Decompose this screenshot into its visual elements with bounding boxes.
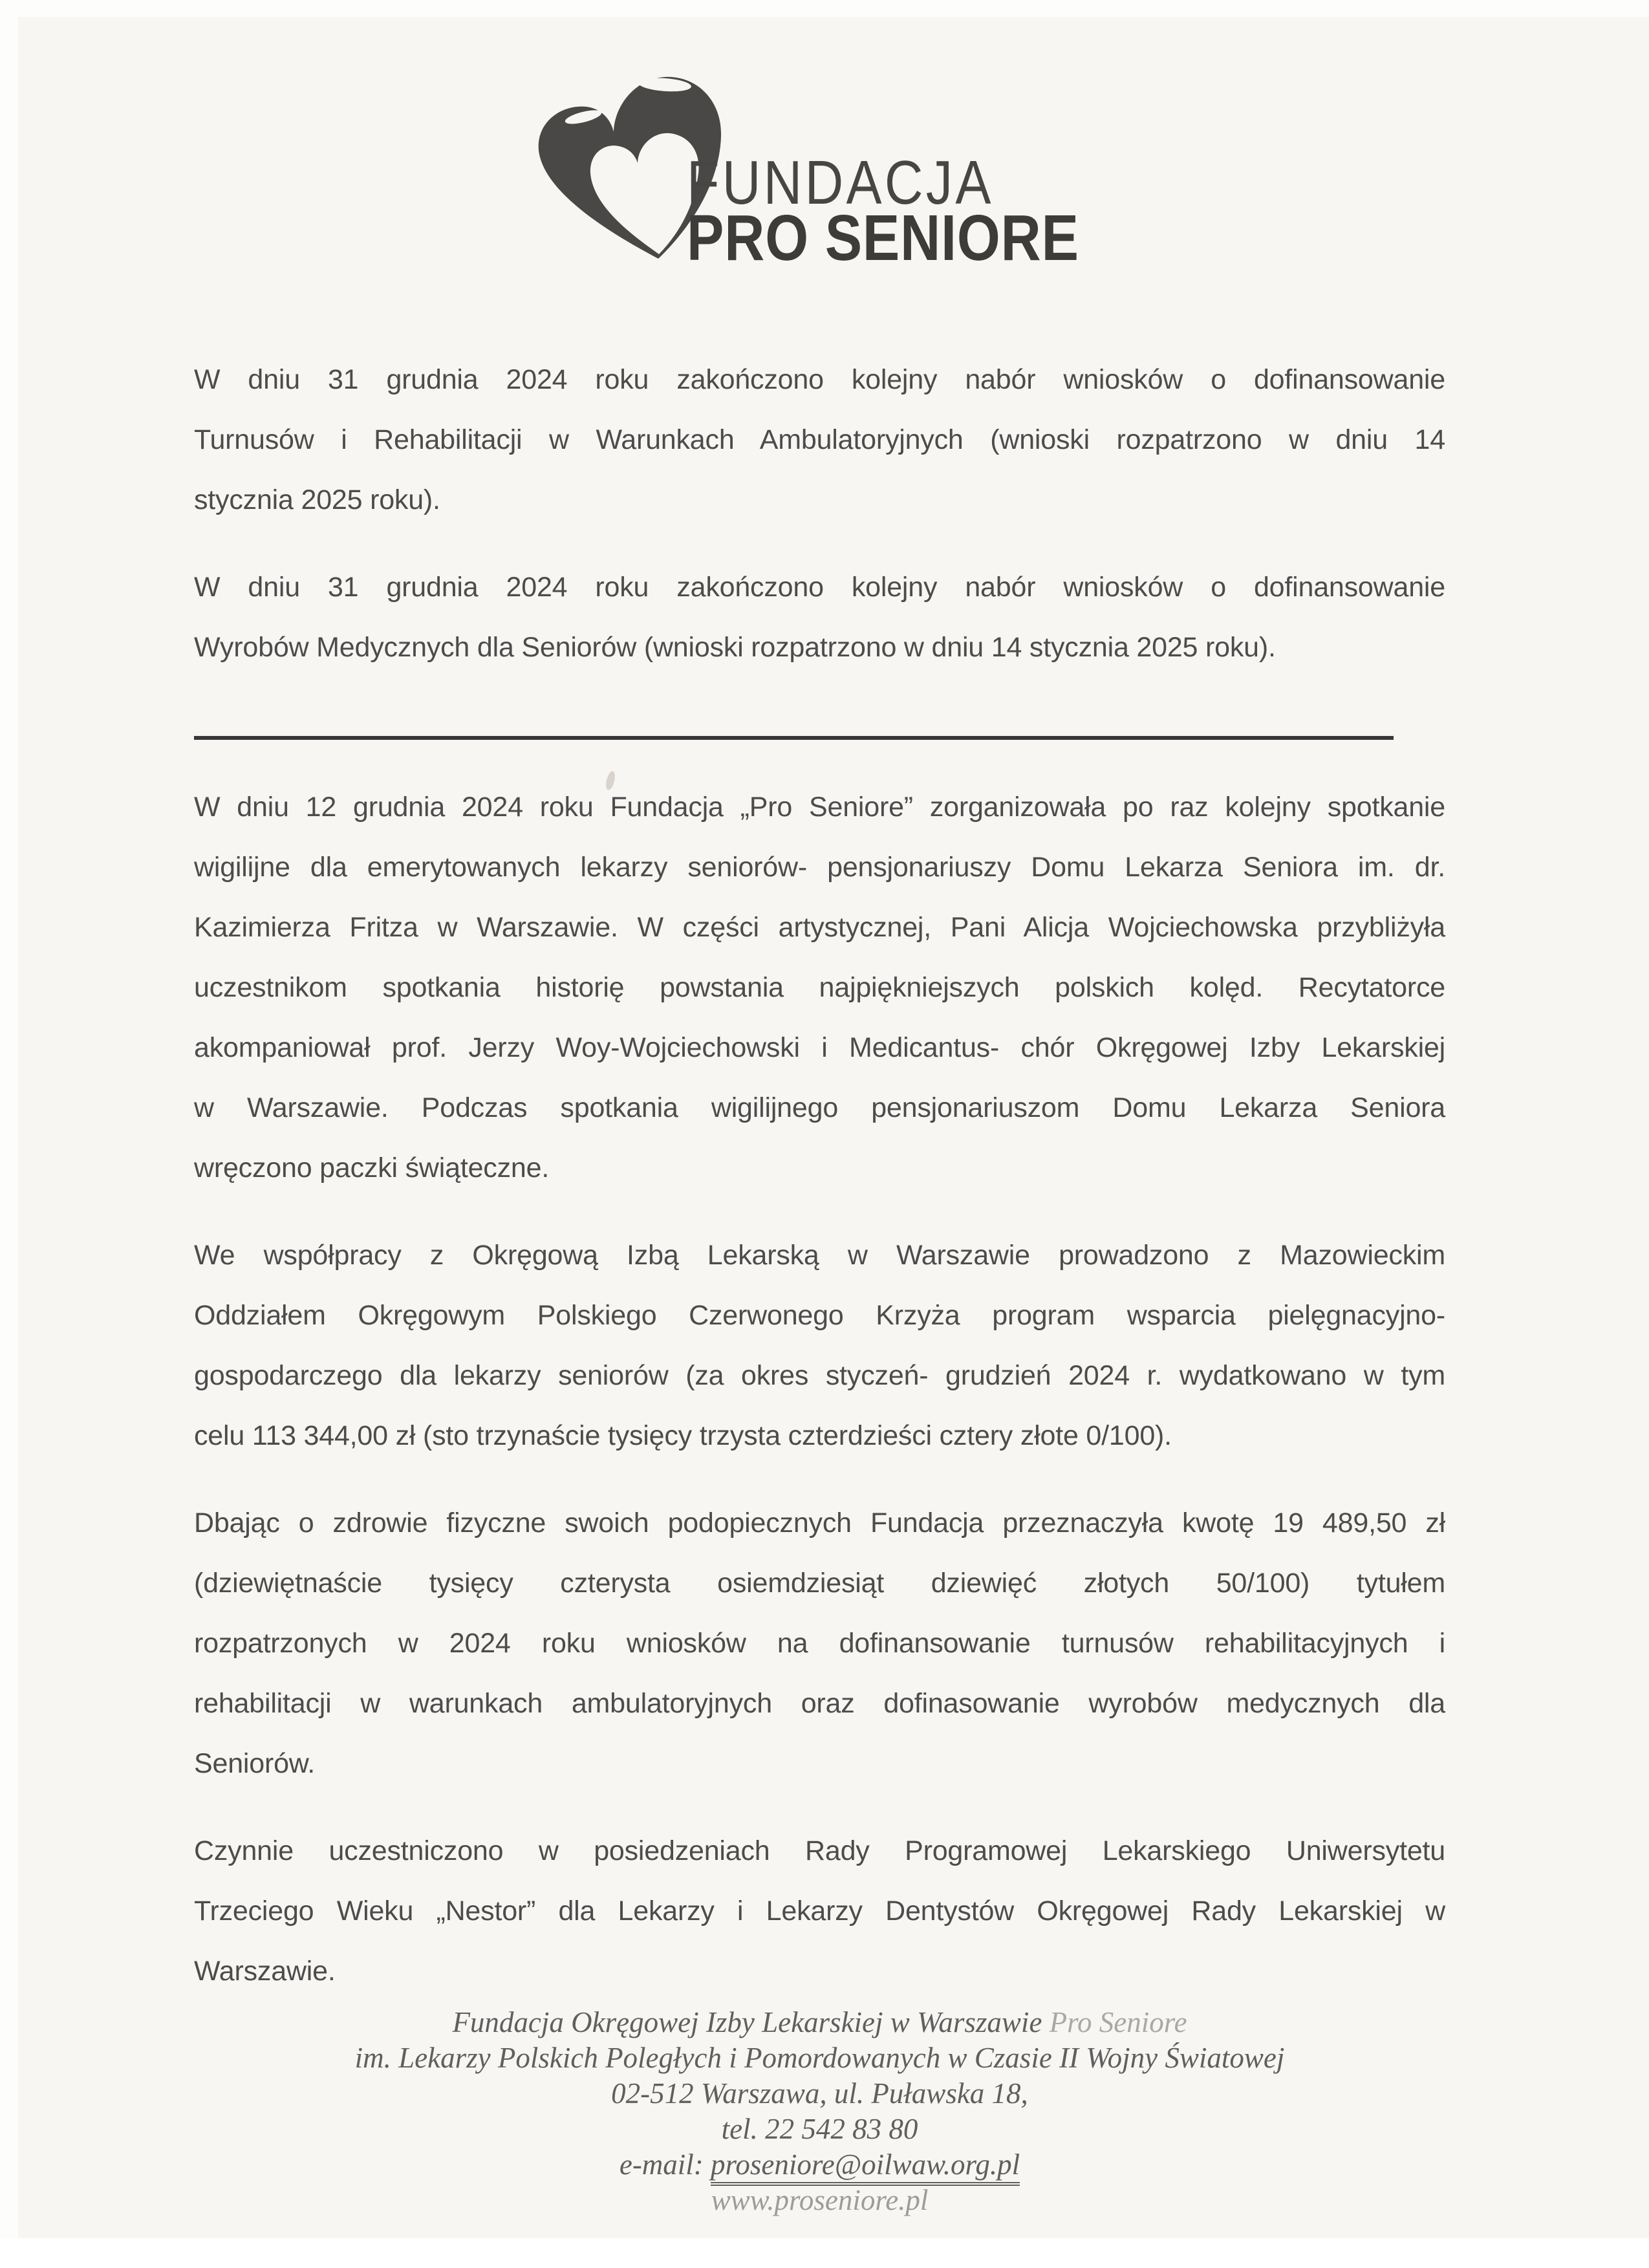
paragraph-line: We współpracy z Okręgową Izbą Lekarską w Warszawie prowadzono z Mazowieckim — [194, 1240, 1445, 1271]
footer-text: Fundacja Okręgowej Izby Lekarskiej w Warszawie — [452, 2006, 1050, 2038]
scan-edge-top — [0, 0, 1649, 17]
paragraph-line: stycznia 2025 roku). — [194, 484, 440, 515]
scan-edge-bottom — [0, 2238, 1649, 2268]
footer-line — [194, 2076, 1445, 2111]
paragraph-line: Czynnie uczestniczono w posiedzeniach Rady Programowej Lekarskiego Uniwersytetu — [194, 1835, 1445, 1866]
paragraph-line: w Warszawie. Podczas spotkania wigilijnego pensjonariuszom Domu Lekarza Seniora — [194, 1092, 1445, 1123]
document-footer — [194, 2005, 1445, 2218]
footer-line — [194, 2183, 1445, 2218]
paragraph — [194, 1493, 1445, 1794]
paragraph-line: Warszawie. — [194, 1956, 336, 1987]
paragraph — [194, 1226, 1445, 1466]
paragraph-line: Trzeciego Wieku „Nestor” dla Lekarzy i Lekarzy Dentystów Okręgowej Rady Lekarskiej w — [194, 1895, 1445, 1927]
footer-line — [194, 2005, 1445, 2040]
paragraph-line: Seniorów. — [194, 1748, 316, 1779]
section-divider — [194, 736, 1394, 740]
scan-edge-left — [0, 0, 18, 2268]
footer-text: e-mail: — [619, 2148, 711, 2181]
paragraph-line: Oddziałem Okręgowym Polskiego Czerwonego Krzyża program wsparcia pielęgnacyjno- — [194, 1300, 1445, 1331]
footer-text: im. Lekarzy Polskich Poległych i Pomordowanych w Czasie II Wojny Światowej — [354, 2042, 1285, 2074]
logo-text-pro-seniore: PRO SENIORE — [687, 202, 1079, 274]
paragraph-line: celu 113 344,00 zł (sto trzynaście tysięcy trzysta czterdzieści cztery złote 0/100). — [194, 1420, 1172, 1451]
footer-line — [194, 2040, 1445, 2076]
paragraph-line: Turnusów i Rehabilitacji w Warunkach Ambulatoryjnych (wnioski rozpatrzono w dniu 14 — [194, 424, 1445, 455]
paragraph-line: Dbając o zdrowie fizyczne swoich podopiecznych Fundacja przeznaczyła kwotę 19 489,50 zł — [194, 1507, 1445, 1539]
footer-line — [194, 2111, 1445, 2147]
footer-text: 02-512 Warszawa, ul. Puławska 18, — [611, 2077, 1028, 2110]
paragraph-line: uczestnikom spotkania historię powstania najpiękniejszych polskich kolęd. Recytatorce — [194, 972, 1445, 1003]
logo-text-fundacja: FUNDACJA — [687, 148, 994, 217]
website-url: www.proseniore.pl — [711, 2184, 929, 2216]
paragraph-line: gospodarczego dla lekarzy seniorów (za okres styczeń- grudzień 2024 r. wydatkowano w tym — [194, 1360, 1445, 1391]
paragraph-line: wręczono paczki świąteczne. — [194, 1152, 550, 1183]
paragraph — [194, 777, 1445, 1198]
footer-line — [194, 2147, 1445, 2183]
paragraph-line: W dniu 31 grudnia 2024 roku zakończono kolejny nabór wniosków o dofinansowanie — [194, 364, 1445, 395]
paragraph — [194, 1821, 1445, 2002]
paragraph-line: (dziewiętnaście tysięcy czterysta osiemdziesiąt dziewięć złotych 50/100) tytułem — [194, 1568, 1445, 1599]
paragraph-line: rozpatrzonych w 2024 roku wniosków na dofinansowanie turnusów rehabilitacyjnych i — [194, 1628, 1445, 1659]
paragraph-line: wigilijne dla emerytowanych lekarzy seniorów- pensjonariuszy Domu Lekarza Seniora im. dr. — [194, 852, 1445, 883]
paragraph — [194, 557, 1445, 678]
footer-brand-name: Pro Seniore — [1049, 2006, 1187, 2038]
paragraph-line: rehabilitacji w warunkach ambulatoryjnych oraz dofinasowanie wyrobów medycznych dla — [194, 1688, 1445, 1719]
paragraph-line: Wyrobów Medycznych dla Seniorów (wnioski rozpatrzono w dniu 14 stycznia 2025 roku). — [194, 632, 1276, 663]
email-address: proseniore@oilwaw.org.pl — [711, 2148, 1020, 2186]
paragraph-line: Kazimierza Fritza w Warszawie. W części artystycznej, Pani Alicja Wojciechowska przybliżyła — [194, 912, 1445, 943]
document-body — [194, 350, 1445, 2029]
paragraph-line: W dniu 31 grudnia 2024 roku zakończono kolejny nabór wniosków o dofinansowanie — [194, 572, 1445, 603]
paragraph — [194, 350, 1445, 530]
footer-text: tel. 22 542 83 80 — [721, 2113, 918, 2145]
paragraph-line: W dniu 12 grudnia 2024 roku Fundacja „Pro Seniore” zorganizowała po raz kolejny spotkanie — [194, 792, 1445, 823]
paragraph-line: akompaniował prof. Jerzy Woy-Wojciechowski i Medicantus- chór Okręgowej Izby Lekarskiej — [194, 1032, 1445, 1063]
